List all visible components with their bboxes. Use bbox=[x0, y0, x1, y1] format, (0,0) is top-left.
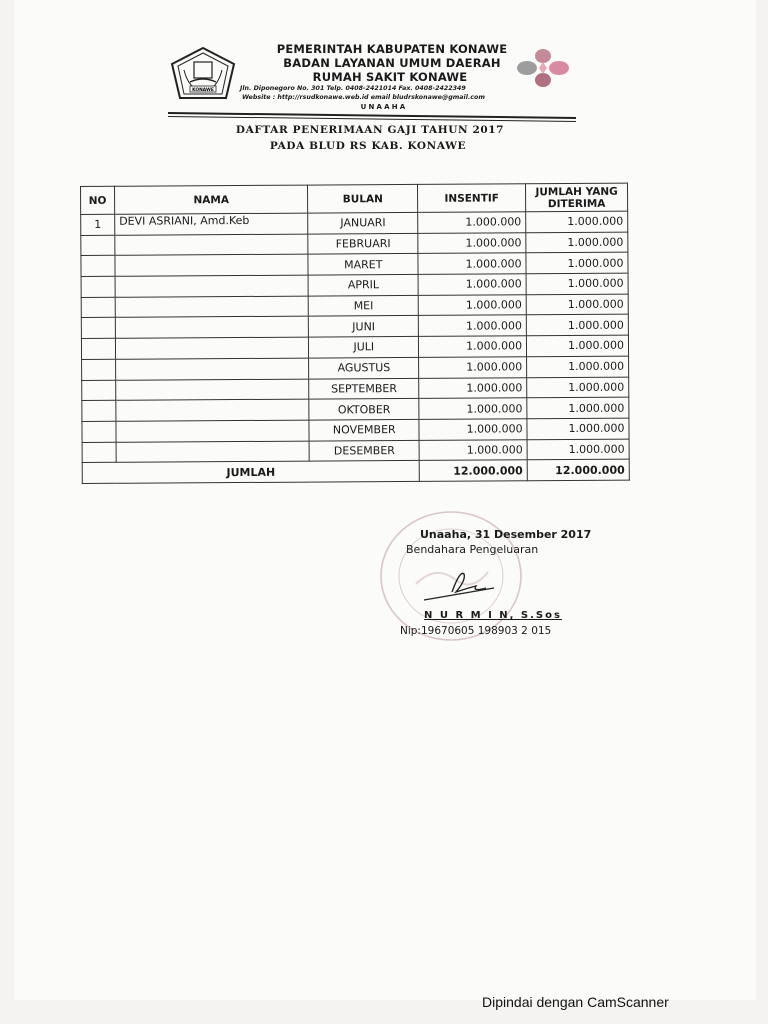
cell-diterima: 1.000.000 bbox=[526, 273, 628, 294]
cell-nama bbox=[116, 379, 310, 401]
signatory-name: N U R M I N, S.Sos bbox=[424, 610, 562, 621]
cell-nama bbox=[116, 358, 310, 380]
cell-diterima: 1.000.000 bbox=[526, 335, 628, 356]
letterhead-address: Jln. Diponegoro No. 301 Telp. 0408-2421014 Fax. 0408-2422349 bbox=[240, 85, 466, 92]
cell-nama bbox=[115, 234, 309, 256]
cell-diterima: 1.000.000 bbox=[526, 315, 628, 336]
cell-insentif: 1.000.000 bbox=[419, 315, 527, 336]
cell-no bbox=[81, 318, 115, 339]
total-diterima: 12.000.000 bbox=[527, 459, 629, 480]
camscanner-watermark: Dipindai dengan CamScanner bbox=[482, 994, 669, 1010]
cell-diterima: 1.000.000 bbox=[527, 439, 629, 460]
cell-insentif: 1.000.000 bbox=[419, 377, 527, 398]
cell-diterima: 1.000.000 bbox=[527, 397, 629, 418]
salary-table bbox=[80, 183, 630, 484]
cell-nama bbox=[116, 420, 310, 442]
header-jumlah-line2: DITERIMA bbox=[547, 197, 606, 210]
cell-diterima: 1.000.000 bbox=[527, 356, 629, 377]
cell-diterima: 1.000.000 bbox=[526, 253, 628, 274]
cell-no bbox=[82, 380, 116, 401]
cell-bulan: JUNI bbox=[309, 316, 419, 337]
cell-bulan: JANUARI bbox=[308, 212, 418, 233]
letterhead-government: PEMERINTAH KABUPATEN KONAWE bbox=[276, 42, 508, 56]
signature-role: Bendahara Pengeluaran bbox=[406, 543, 539, 556]
letterhead-website: Website : http://rsudkonawe.web.id email bludrskonawe@gmail.com bbox=[242, 94, 485, 101]
cell-diterima: 1.000.000 bbox=[526, 294, 628, 315]
crest-banner-text: KONAWE bbox=[192, 88, 214, 93]
cell-bulan: MEI bbox=[309, 295, 419, 316]
handwritten-signature bbox=[416, 562, 506, 608]
cell-no bbox=[82, 359, 116, 380]
cell-no bbox=[81, 338, 115, 359]
cell-bulan: SEPTEMBER bbox=[309, 378, 419, 399]
header-insentif: INSENTIF bbox=[418, 184, 526, 213]
cell-no bbox=[82, 400, 116, 421]
cell-insentif: 1.000.000 bbox=[418, 232, 526, 253]
letterhead-agency: BADAN LAYANAN UMUM DAERAH bbox=[283, 56, 501, 70]
cell-insentif: 1.000.000 bbox=[419, 439, 527, 460]
document-title: DAFTAR PENERIMAAN GAJI TAHUN 2017 bbox=[235, 124, 505, 136]
cell-insentif: 1.000.000 bbox=[418, 274, 526, 295]
table-header-row bbox=[81, 183, 628, 214]
cell-no bbox=[81, 276, 115, 297]
total-label: JUMLAH bbox=[82, 461, 419, 484]
cell-insentif: 1.000.000 bbox=[418, 295, 526, 316]
cell-bulan: NOVEMBER bbox=[309, 419, 419, 440]
header-jumlah-diterima bbox=[526, 183, 628, 212]
cell-bulan: MARET bbox=[308, 254, 418, 275]
cell-nama bbox=[116, 399, 310, 421]
cell-diterima: 1.000.000 bbox=[526, 211, 628, 232]
cell-insentif: 1.000.000 bbox=[419, 357, 527, 378]
cell-insentif: 1.000.000 bbox=[419, 419, 527, 440]
cell-no bbox=[81, 297, 115, 318]
cell-bulan: JULI bbox=[309, 337, 419, 358]
document-subtitle: PADA BLUD RS KAB. KONAWE bbox=[269, 140, 467, 152]
header-no: NO bbox=[81, 186, 115, 214]
table-body bbox=[81, 211, 630, 463]
header-bulan: BULAN bbox=[308, 184, 418, 213]
cell-nama bbox=[115, 337, 309, 359]
signatory-nip: Nip:19670605 198903 2 015 bbox=[400, 625, 552, 637]
cell-diterima: 1.000.000 bbox=[527, 377, 629, 398]
cell-nama bbox=[116, 441, 310, 463]
total-row bbox=[82, 459, 629, 483]
cell-no bbox=[82, 421, 116, 442]
header-jumlah-line1: JUMLAH YANG bbox=[535, 185, 618, 198]
cell-bulan: APRIL bbox=[308, 274, 418, 295]
cell-insentif: 1.000.000 bbox=[418, 253, 526, 274]
cell-bulan: DESEMBER bbox=[309, 440, 419, 461]
cell-insentif: 1.000.000 bbox=[419, 398, 527, 419]
letterhead-city: UNAAHA bbox=[360, 103, 408, 111]
cell-diterima: 1.000.000 bbox=[527, 418, 629, 439]
cell-nama bbox=[115, 275, 309, 297]
header-nama: NAMA bbox=[114, 185, 308, 214]
cell-insentif: 1.000.000 bbox=[419, 336, 527, 357]
cell-bulan: FEBRUARI bbox=[308, 233, 418, 254]
cell-insentif: 1.000.000 bbox=[418, 212, 526, 233]
cell-no bbox=[81, 235, 115, 256]
cell-nama bbox=[115, 317, 309, 339]
cell-bulan: OKTOBER bbox=[309, 399, 419, 420]
total-insentif: 12.000.000 bbox=[419, 460, 527, 481]
signature-place-date: Unaaha, 31 Desember 2017 bbox=[420, 528, 592, 541]
cell-nama: DEVI ASRIANI, Amd.Keb bbox=[115, 213, 309, 235]
cell-bulan: AGUSTUS bbox=[309, 357, 419, 378]
cell-no: 1 bbox=[81, 214, 115, 235]
cell-nama bbox=[115, 254, 309, 276]
cell-no bbox=[81, 256, 115, 277]
cell-nama bbox=[115, 296, 309, 318]
cell-no bbox=[82, 442, 116, 463]
letterhead-hospital: RUMAH SAKIT KONAWE bbox=[312, 70, 468, 84]
cell-diterima: 1.000.000 bbox=[526, 232, 628, 253]
